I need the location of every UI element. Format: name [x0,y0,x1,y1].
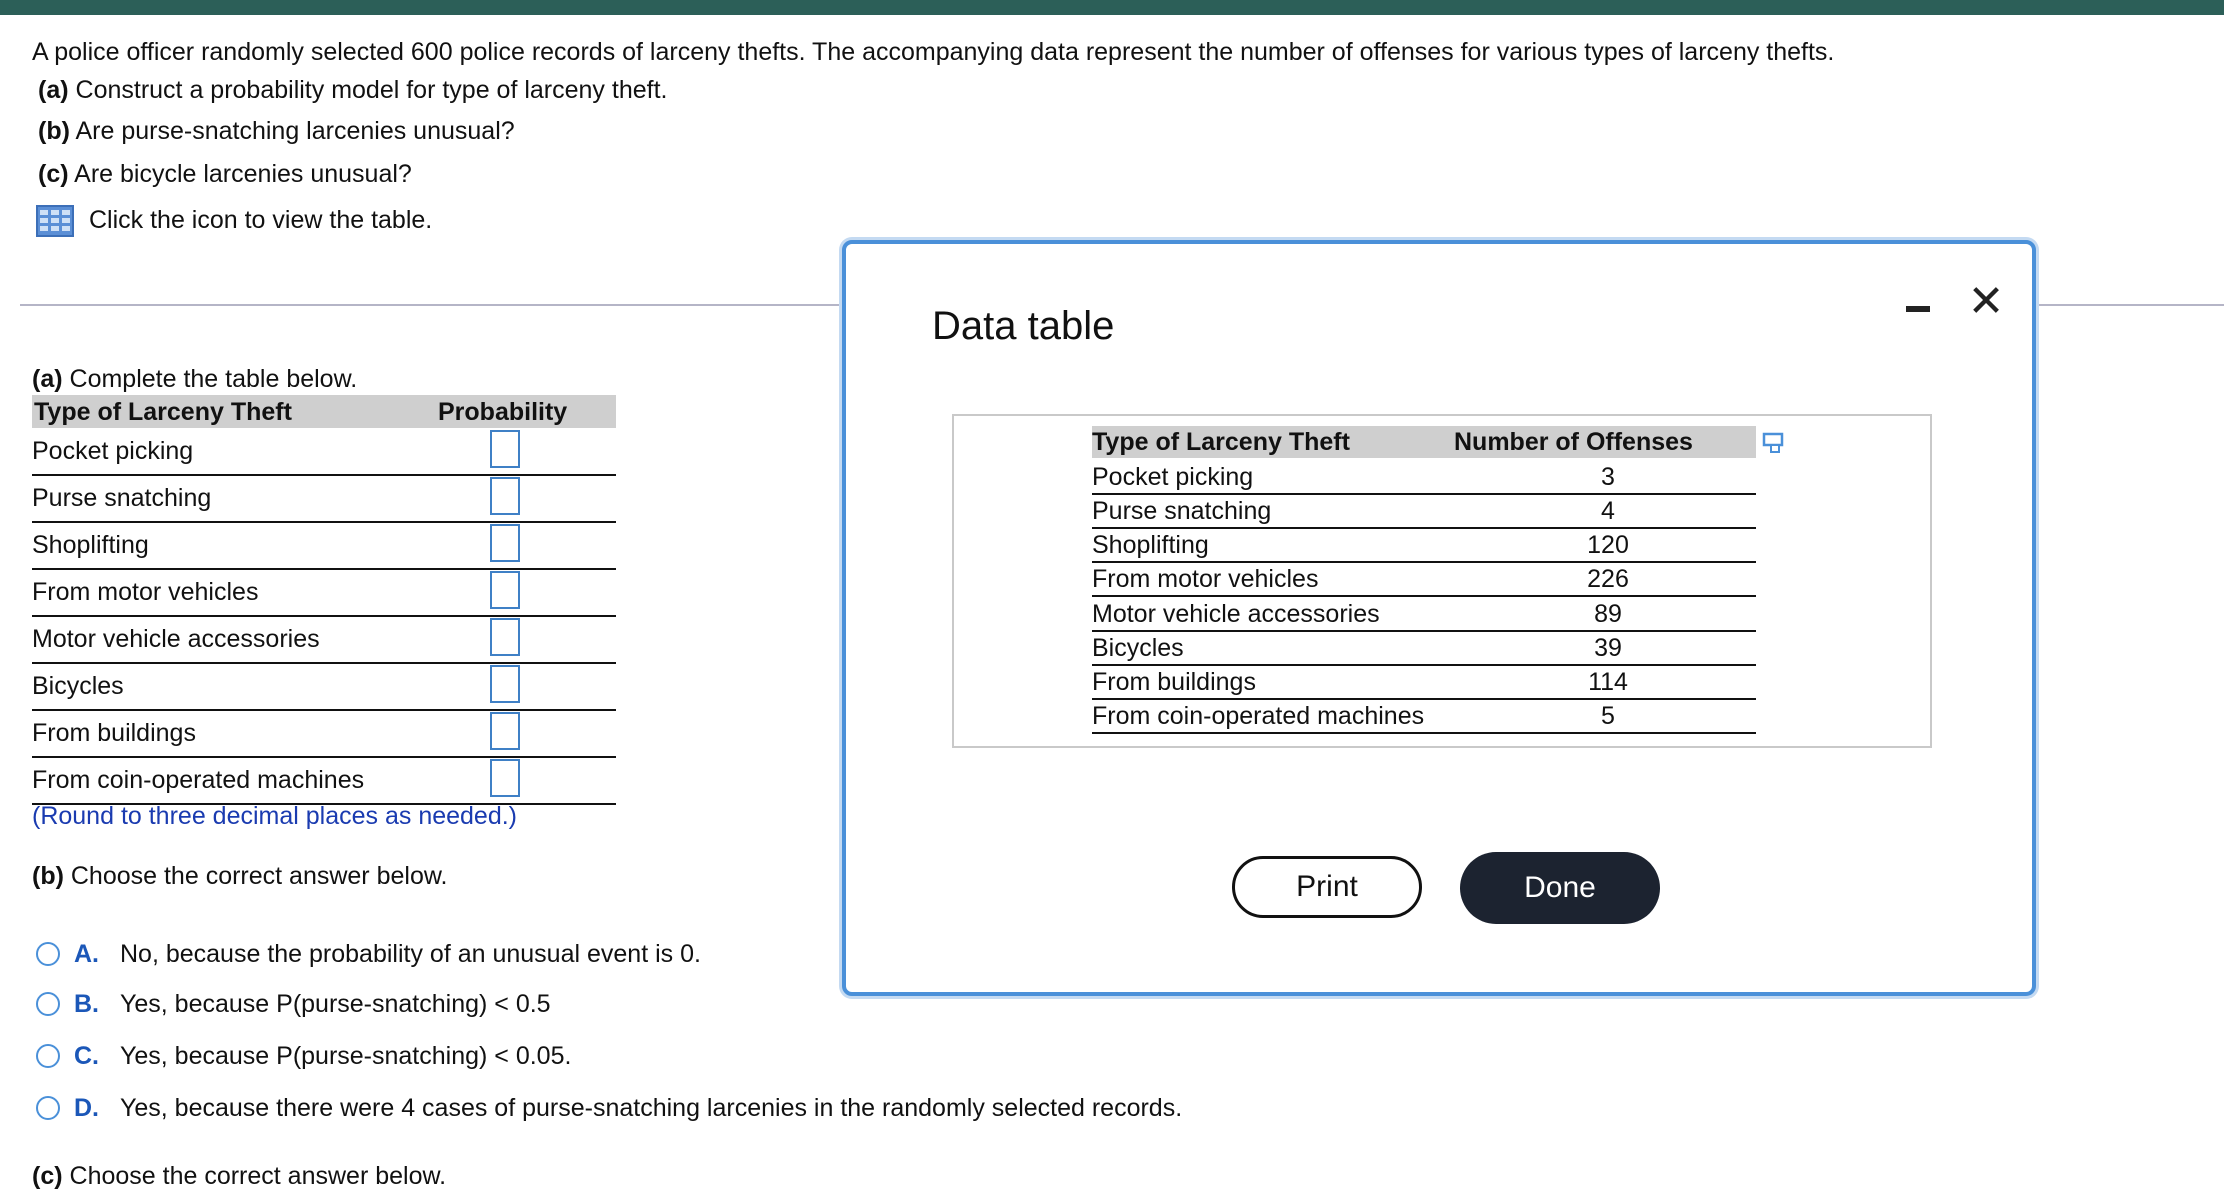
part-b-instruction: (b) Choose the correct answer below. [32,862,448,890]
table-row: Motor vehicle accessories 89 [1092,597,1756,632]
probability-input[interactable] [490,524,520,562]
probability-table-header [32,395,616,428]
rounding-hint: (Round to three decimal places as needed.) [32,802,518,830]
probability-input[interactable] [490,618,520,656]
table-row: From motor vehicles [32,569,616,617]
radio-button[interactable] [36,992,60,1016]
table-row: From coin-operated machines 5 [1092,699,1756,734]
part-c-instruction: (c) Choose the correct answer below. [32,1162,447,1190]
probability-input[interactable] [490,759,520,797]
table-row: Purse snatching 4 [1092,494,1756,529]
data-table-header [1092,426,1756,458]
table-row: Pocket picking [32,428,616,476]
question-intro: A police officer randomly selected 600 police records of larceny thefts. The accompanying data represent the number of offenses for various types of larceny thefts. [32,38,1835,66]
probability-input[interactable] [490,712,520,750]
print-button[interactable]: Print [1232,856,1422,918]
table-row: Bicycles 39 [1092,631,1756,666]
question-part-b: (b) Are purse-snatching larcenies unusual? [38,117,515,145]
table-row: Shoplifting 120 [1092,528,1756,563]
col-header-probability: Probability [438,398,568,426]
col-header-count: Number of Offenses [1454,428,1693,456]
part-a-instruction: (a) Complete the table below. [32,365,358,393]
view-table-link[interactable]: Click the icon to view the table. [89,206,433,234]
radio-button[interactable] [36,1096,60,1120]
question-part-c: (c) Are bicycle larcenies unusual? [38,160,412,188]
copy-icon[interactable] [1762,432,1786,454]
table-row: Pocket picking 3 [1092,460,1756,495]
table-row: Motor vehicle accessories [32,616,616,664]
question-part-a: (a) Construct a probability model for type of larceny theft. [38,76,668,104]
table-row: Purse snatching [32,475,616,523]
table-row: From coin-operated machines [32,757,616,805]
probability-input[interactable] [490,571,520,609]
top-header-bar [0,0,2224,15]
minimize-button[interactable] [1906,296,1932,318]
radio-button[interactable] [36,1044,60,1068]
probability-input[interactable] [490,430,520,468]
table-row: From motor vehicles 226 [1092,562,1756,597]
col-header-type: Type of Larceny Theft [34,398,292,426]
close-icon[interactable]: ✕ [1967,277,2005,326]
table-row: From buildings 114 [1092,665,1756,700]
col-header-type: Type of Larceny Theft [1092,428,1350,456]
table-row: Bicycles [32,663,616,711]
table-row: Shoplifting [32,522,616,570]
radio-button[interactable] [36,942,60,966]
probability-input[interactable] [490,665,520,703]
probability-input[interactable] [490,477,520,515]
table-icon[interactable] [36,205,74,237]
table-row: From buildings [32,710,616,758]
done-button[interactable]: Done [1460,852,1660,924]
dialog-title: Data table [932,304,1115,348]
